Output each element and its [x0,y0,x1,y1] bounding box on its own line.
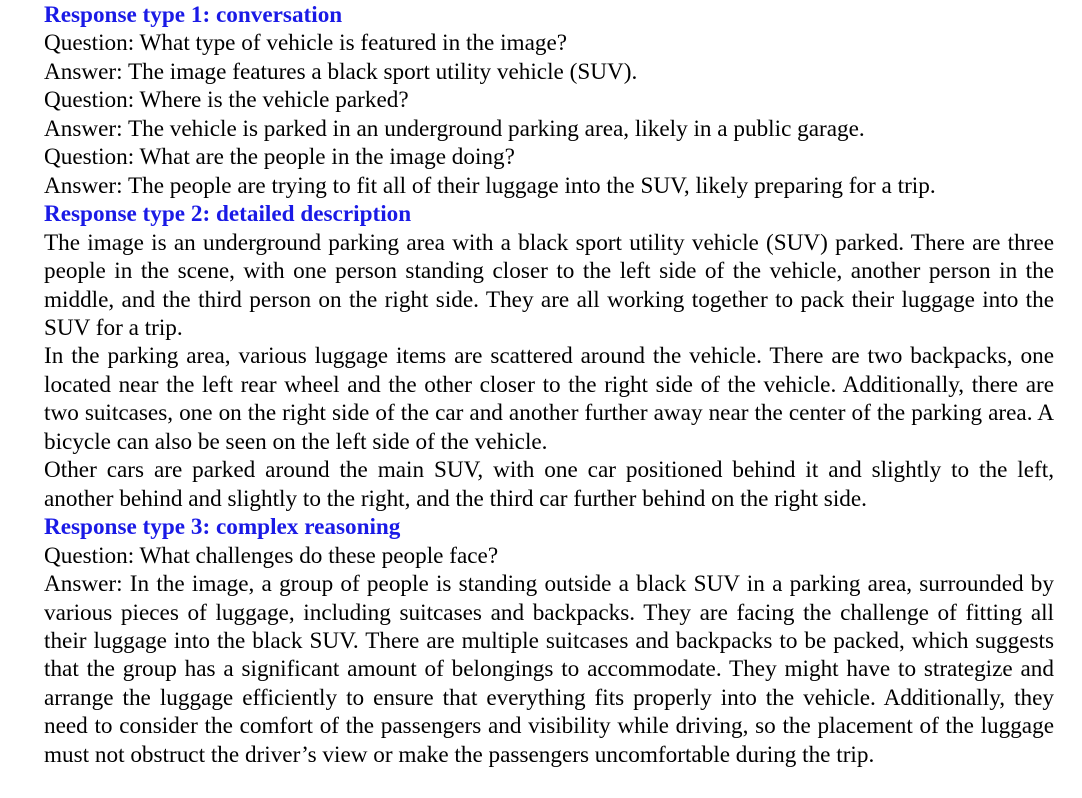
section-heading: Response type 1: conversation [44,2,343,28]
description-paragraph: The image is an underground parking area with a black sport utility vehicle (SUV) parked. There are three people in the scene, with one person standing closer to the left side of the vehicle, another person in the middle, and the third person on the right side. They are all working together to pack their luggage into the SUV for a trip. [44,229,1054,341]
question-line: Question: What type of vehicle is featured in the image? [44,30,568,57]
answer-paragraph: Answer: In the image, a group of people is standing outside a black SUV in a parking area, surrounded by various pieces of luggage, including suitcases and backpacks. They are facing the challenge of fitting all their luggage into the black SUV. There are multiple suitcases and backpacks to be packed, which suggests that the group has a significant amount of belongings to accommodate. They might have to strategize and arrange the luggage efficiently to ensure that everything fits properly into the vehicle. Additionally, they need to consider the comfort of the passengers and visibility while driving, so the placement of the luggage must not obstruct the driver’s view or make the passengers uncomfortable during the trip. [44,571,1054,768]
answer-line: Answer: The vehicle is parked in an underground parking area, likely in a public garage. [44,115,865,142]
section-heading: Response type 2: detailed description [44,201,412,228]
answer-line: Answer: The people are trying to fit all of their luggage into the SUV, likely preparing for a trip. [44,172,936,199]
section-heading: Response type 3: complex reasoning [44,514,401,541]
question-line: Question: What are the people in the image doing? [44,144,515,171]
section-complex-reasoning [44,513,1054,769]
description-paragraph: In the parking area, various luggage items are scattered around the vehicle. There are two backpacks, one located near the left rear wheel and the other closer to the right side of the vehicle. Additionally, there are two suitcases, one on the right side of the car and another further away near the center of the parking area. A bicycle can also be seen on the left side of the vehicle. [44,343,1054,455]
question-line: Question: What challenges do these people face? [44,542,499,569]
description-paragraph: Other cars are parked around the main SUV, with one car positioned behind it and slightly to the left, another behind and slightly to the right, and the third car further behind on the right side. [44,457,1054,512]
question-line: Question: Where is the vehicle parked? [44,87,409,114]
section-conversation [44,1,1054,200]
answer-line: Answer: The image features a black sport utility vehicle (SUV). [44,58,638,85]
section-detailed-description [44,200,1054,513]
